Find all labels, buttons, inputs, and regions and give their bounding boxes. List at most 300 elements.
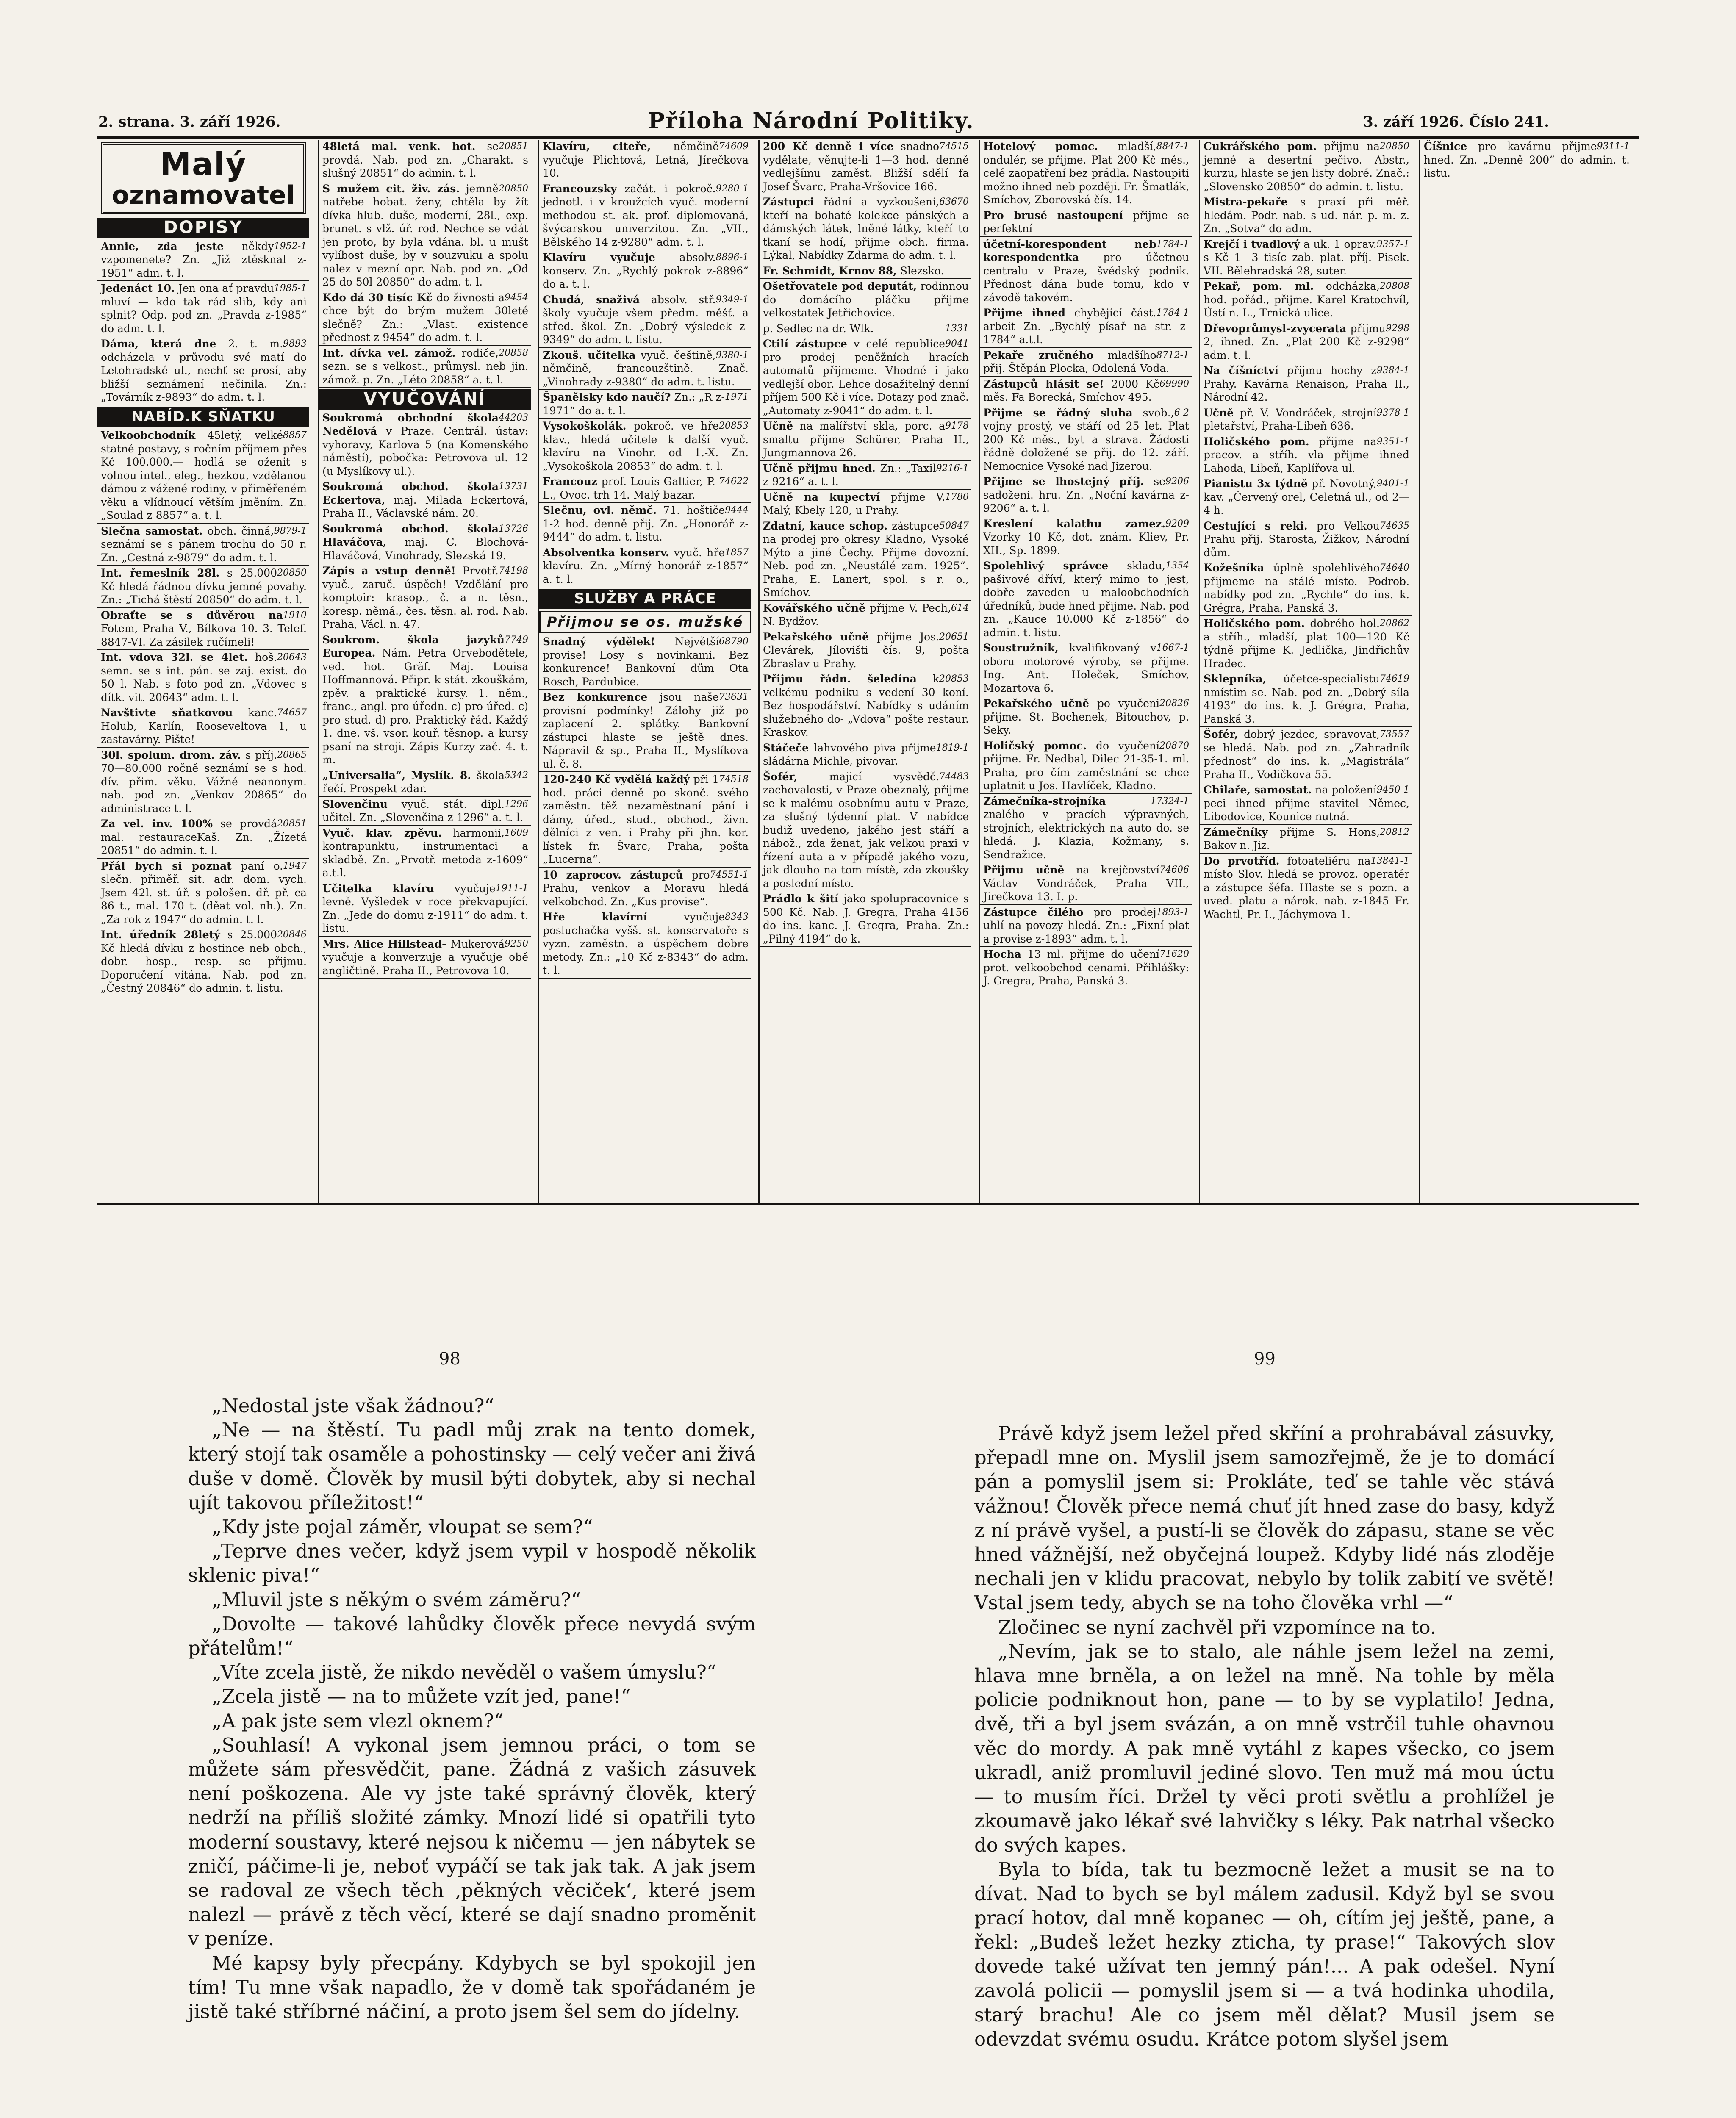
ad-headline: Cukrářského pom.	[1204, 140, 1317, 152]
ad-headline: Přijmu učně	[983, 864, 1065, 876]
classified-ad	[760, 630, 971, 672]
classified-ad	[760, 770, 971, 892]
classified-ad	[319, 140, 531, 181]
ad-code: 1985-1	[274, 283, 307, 294]
classified-ad	[980, 238, 1192, 306]
ad-headline: Chilaře, samostat.	[1204, 784, 1312, 796]
classified-ads-section	[97, 140, 1639, 1207]
book-paragraph: „Teprve dnes večer, když jsem vypil v hospodě několik sklenic piva!“	[188, 1540, 756, 1587]
ad-headline: Pekař, pom. ml.	[1204, 280, 1314, 292]
ad-headline: Annie, zda jeste	[101, 240, 224, 252]
ad-headline: Zástupce čilého	[983, 906, 1084, 918]
classified-ad	[319, 291, 531, 346]
classified-ad	[1200, 672, 1412, 727]
ad-code: 74198	[499, 566, 528, 576]
ad-body: Zn.: „Taxil z-9216“ a. t. l.	[763, 462, 936, 488]
classified-ad	[539, 391, 751, 419]
section-heading: NABÍD.K SŇATKU	[97, 407, 309, 427]
ad-body: skladu, pašivové dříví, který mimo to jest, dobře zaveden u maloobchodních úředníků, bude hned přijme. Nab. pod zn. „Kauce 10.000 Kč z-1856“ do admin. t. listu.	[983, 560, 1189, 639]
ad-headline: Číšnice	[1424, 140, 1467, 152]
classified-ad	[1200, 364, 1412, 405]
ad-code: 1354	[1165, 560, 1189, 571]
ad-headline: Cestující s reki.	[1204, 519, 1308, 532]
classified-ad	[1200, 477, 1412, 518]
ad-headline: Vysokoškolák.	[543, 420, 627, 432]
ad-headline: Soukromá obchodní škola Nedělová	[322, 411, 499, 437]
ad-body: jako spolupracovnice s 500 Kč. Nab. J. Gregra, Praha 4156 do ins. kanc. J. Gregra, Praha. Zn.: „Pilný 4194“ do k.	[763, 893, 969, 945]
classified-ad	[760, 602, 971, 629]
ad-body: p. Sedlec na dr. Wlk.	[763, 322, 874, 335]
book-paragraph: „Dovolte — takové lahůdky člověk přece nevydá svým přátelům!“	[188, 1612, 756, 1660]
ad-body: přijme V. Malý, Kbely 120, u Prahy.	[763, 491, 945, 516]
ad-code: 20643	[277, 652, 307, 663]
classified-ad	[319, 347, 531, 388]
ad-code: 20826	[1159, 698, 1189, 709]
ad-code: 9206	[1165, 476, 1189, 487]
classified-ad	[319, 182, 531, 290]
classified-ad	[539, 182, 751, 250]
ad-code: 1947	[283, 860, 307, 871]
classified-ad	[319, 937, 531, 979]
ad-body: přijme V. Pech, N. Bydžov.	[763, 602, 951, 627]
ad-code: 13731	[499, 481, 528, 492]
classified-ad	[319, 522, 531, 564]
ad-code: 74483	[939, 771, 969, 782]
section-heading: DOPISY	[97, 218, 309, 238]
book-paragraph: „Souhlasí! A vykonal jsem jemnou práci, o tom se můžete sám přesvědčit, pane. Žádná z vašich zásuvek není poškozena. Ale vy jste také správný člověk, který nedrží na příliš složité zámky. Mnozí lidé si opatřili tyto moderní soustavy, které nejsou k ničemu — jen nábytek se zničí, páčime-li je, neboť vypáčí se tak jak tak. A jak jsem se radoval ze všech těch ‚pěkných věciček‘, které jsem nalezl — právě z těch věcí, které se dají snadno proměnit v peníze.	[188, 1733, 756, 1950]
ad-body: 45letý, velké statné postavy, s ročním příjmem přes Kč 100.000.— hodlá se oženit s volnou intel., eleg., hezkou, vzdělanou dámou z vážené rodiny, v přiměřeném věku a vlídnoucí větším jměním. Zn. „Soulad z-8857“ a. t. l.	[101, 429, 307, 521]
ad-headline: Pekaře zručného	[983, 349, 1094, 361]
ad-code: 13726	[499, 523, 528, 534]
classified-ad	[1420, 140, 1632, 181]
ad-headline: Zástupců hlásit se!	[983, 377, 1104, 390]
ad-headline: Na číšníctví	[1204, 364, 1278, 377]
classified-ad	[97, 749, 309, 817]
ad-body: vyučuje levně. Vyšledek v roce překvapující. Zn. „Jede do domu z-1911“ do adm. t. listu.	[322, 882, 528, 934]
ad-body: přijmu 2, ihned. Zn. „Plat 200 Kč z-9298“ adm. t. l.	[1204, 322, 1409, 361]
book-paragraph: „Ne — na štěstí. Tu padl můj zrak na tento domek, který stojí tak osaměle a pohostinsky — celý večer ani živá duše v domě. Člověk by musil býti dobytek, aby si nechal ujít takovou příležitost!“	[188, 1419, 756, 1514]
ad-headline: Soustružník,	[983, 642, 1059, 654]
ad-code: 9450-1	[1376, 785, 1409, 795]
ad-code: 74518	[719, 774, 749, 785]
ad-headline: Obraťte se s důvěrou na	[101, 609, 283, 621]
classified-ad	[319, 480, 531, 521]
ad-headline: Navštivte sňatkovou	[101, 707, 233, 719]
ad-headline: účetní-korespondent neb korespondentka	[983, 238, 1156, 263]
ad-code: 74657	[277, 707, 307, 718]
ad-headline: Přijme se lhostejný příj.	[983, 475, 1144, 488]
ad-headline: Holičského pom.	[1204, 617, 1305, 629]
ad-body: někdy vzpomenete? Zn. „Již ztěsknal z-1951“ adm. t. l.	[101, 240, 307, 279]
classified-ad	[980, 517, 1192, 559]
ad-body: mladší, ondulér, se přijme. Plat 200 Kč měs., celé zaopatření bez prádla. Nastoupiti možno ihned neb později. Fr. Šmatlák, Smíchov, Zborovská čís. 14.	[983, 140, 1189, 206]
ad-code: 20853	[719, 421, 749, 431]
ad-headline: Prádlo k šití	[763, 893, 839, 905]
ad-body: odcházka, hod. pořád., přijme. Karel Kratochvíl, Ústí n. L., Trnická ulice.	[1204, 280, 1409, 319]
book-paragraph: „A pak jste sem vlezl oknem?“	[212, 1709, 504, 1732]
ad-headline: Holičský pomoc.	[983, 739, 1087, 752]
ad-body: Slezsko.	[900, 264, 944, 277]
ad-headline: Zámečníky	[1204, 826, 1268, 838]
page-number-right: 99	[1254, 1349, 1276, 1369]
classified-ad	[97, 928, 309, 996]
ad-body: znalého v pracích výpravných, strojních, elektrických na auto do. se hledá. J. Klazia, Kožmany, s. Sendražice.	[983, 808, 1189, 861]
ad-body: Prvotř. vyuč., zaruč. úspěch! Vzdělání pro komptoir: krasop., č. a n. těsn., koresp. němá., čes. těsn. al. rod. Nab. Praha, Václ. n. 47.	[322, 565, 528, 630]
ad-headline: Klavíru, citeře,	[543, 140, 651, 152]
ad-headline: Přál bych si poznat	[101, 859, 232, 872]
classified-ad	[760, 195, 971, 263]
ad-body: 71. hoštiče 1-2 hod. denně přij. Zn. „Honorář z-9444“ do adm. t. listu.	[543, 504, 749, 543]
ad-body: Fotem, Praha V., Bílkova 10. 3. Telef. 8847-VI. Za zásilek ručímeli!	[101, 622, 307, 648]
ad-body: rodiče, sezn. se s velkost., průmysl. neb jin. zámož. p. Zn. „Léto 20858“ a. t. l.	[322, 347, 528, 386]
ad-body: pro Prahu, venkov a Moravu hledá velkobchod. Zn. „Kus provise“.	[543, 868, 749, 908]
ad-body: kanc. Holub, Karlín, Rooseveltova 1, u zastavárny. Pište!	[101, 707, 307, 746]
ad-code: 9401-1	[1376, 478, 1409, 489]
book-paragraph: Právě když jsem ležel před skříní a prohrabával zásuvky, přepadl mne on. Myslil jsem samozřejmě, že je to domácí pán a pomyslil jsem si: Prokláte, teď se tahle věc stává vážnou! Člověk přece nemá chuť jít hned zase do basy, když z ní právě vyšel, a pustí-li se člověk do zápasu, stane se věc hned vážnější, než obyčejná loupež. Kdyby lidé nás zloděje nechali jen v klidu pracovat, nebylo by tolik zabití ve světě! Vstal jsem tedy, abych se na toho člověka vrhl —“	[974, 1422, 1555, 1614]
ad-code: 9454	[505, 292, 528, 303]
classified-ad	[319, 882, 531, 937]
ad-headline: S mužem cit. živ. zás.	[322, 182, 460, 195]
ad-code: 8847-1	[1156, 141, 1189, 152]
classified-ad	[319, 826, 531, 881]
ad-headline: Kdo dá 30 tisíc Kč	[322, 291, 433, 304]
classified-ad	[980, 406, 1192, 474]
book-paragraph: „Nedostal jste však žádnou?“	[212, 1394, 494, 1417]
ad-headline: Hře klavírní	[543, 911, 648, 923]
ad-body: s 25.000 Kč hledá řádnou dívku jemné povahy. Zn.: „Tichá štěstí 20850“ do adm. t. l.	[101, 567, 307, 606]
classified-ad	[980, 697, 1192, 738]
ad-headline: Klavíru vyučuje	[543, 251, 655, 263]
classified-ad	[980, 906, 1192, 947]
ad-body: pro prodej uhlí na povozy hledá. Zn.: „Fixní plat a provise z-1893“ adm. t. l.	[983, 906, 1189, 945]
ad-code: 1667-1	[1156, 643, 1189, 653]
ad-headline: Spolehlivý správce	[983, 560, 1109, 572]
ad-body: maj. C. Blochová-Hlaváčová, Vinohrady, Slezská 19.	[322, 536, 528, 562]
classified-ad	[97, 282, 309, 336]
ad-body: 2. t. m. odcházela v průvodu své matí do Letohradské ul., nechť se prosí, aby bližší seznámení nečinila. Zn.: „Továrník z-9893“ do adm. t. l.	[101, 338, 307, 403]
ad-code: 13841-1	[1370, 855, 1409, 866]
ad-headline: Holičského pom.	[1204, 435, 1309, 448]
ad-body: s praxí při měř. hledám. Podr. nab. s ud. nár. p. m. z. Zn. „Sotva“ do adm.	[1204, 196, 1409, 235]
ad-headline: Šofér,	[763, 770, 798, 783]
ad-code: 9311-1	[1597, 141, 1630, 152]
classified-ad	[760, 672, 971, 740]
ad-headline: Učně přijmu hned.	[763, 462, 876, 474]
ad-headline: Int. dívka vel. zámož.	[322, 347, 456, 359]
ad-code: 1784-1	[1156, 238, 1189, 250]
book-page-right	[974, 1421, 1555, 2051]
ad-body: Nám. Petra Orvebodětele, ved. hot. Gräf. Maj. Louisa Hoffmannová. Připr. k stát. zkouškám, zpěv. a praktické kursy. 1. něm., franc., angl. pro úředn. c) pro úřed. c) pro stud. d) pro. Praktický řád. Každý 1. dne. vš. vsor. kouř. těsnop. a kursy psaní na stroji. Zápis Kurzy zač. 4. t. m.	[322, 647, 528, 766]
ad-headline: Pro brusé nastoupení	[983, 209, 1123, 222]
ad-headline: Ctilí zástupce	[763, 338, 847, 350]
classified-ad	[319, 411, 531, 480]
classified-ad	[1200, 140, 1412, 194]
ad-body: kvalifikovaný v oboru motorové výroby, se přijme. Ing. Ant. Holeček, Smíchov, Mozartova 6.	[983, 642, 1189, 694]
ad-body: řádní a vyzkoušení, kteří na bohaté kolekce pánských a dámských látek, lněné látky, kteří to tkaní se hodí, přijme obch. firma. Lýkal, Nabídky Zdarma do adm. t. l.	[763, 196, 969, 261]
ad-code: 9250	[505, 938, 528, 949]
ad-code: 20851	[499, 141, 528, 152]
ad-headline: Francouz	[543, 475, 598, 488]
classified-ad	[1200, 826, 1412, 854]
classified-ad	[539, 504, 751, 545]
ad-code: 74622	[719, 476, 749, 487]
ad-body: do živnosti a chce být do brým mužem 30leté slečně? Zn.: „Vlast. existence přednost z-9454“ do adm. t. l.	[322, 291, 528, 344]
ad-body: maj. Milada Eckertová, Praha II., Václavské nám. 20.	[322, 493, 529, 519]
ad-headline: Pekařského učně	[983, 697, 1089, 710]
ad-headline: Šofér,	[1204, 728, 1238, 740]
ad-headline: Přijmu řádn. šeledína	[763, 673, 917, 685]
ad-body: absolv. konserv. Zn. „Rychlý pokrok z-8896“ do a. t. l.	[543, 251, 749, 290]
ad-column	[1419, 140, 1632, 1205]
classified-ad	[539, 546, 751, 588]
ad-body: se provdá. Nab. pod zn. „Charakt. s slušný 20851“ do admin. t. l.	[322, 140, 528, 179]
classified-ad	[539, 293, 751, 348]
ad-code: 9351-1	[1376, 436, 1409, 447]
ad-body: lahvového piva přijme sládárna Michle, pivovar.	[763, 741, 936, 767]
ad-body: pro Velkou Prahu přij. Starosta, Žižkov, Národní dům.	[1204, 519, 1409, 559]
classified-ad	[980, 559, 1192, 640]
ad-body: přijmu na jemné a desertní pečivo. Abstr., kurzu, hlaste se jen listy dobré. Znač.: „Slovensko 20850“ do admin. t. listu.	[1204, 140, 1409, 193]
ad-headline: Velkoobchodník	[101, 429, 196, 441]
book-paragraph: „Mluvil jste s někým o svém záměru?“	[212, 1588, 581, 1611]
ad-headline: Zápis a vstup denně!	[322, 565, 456, 577]
ad-body: po vyučeni přijme. St. Bochenek, Bitouchov, p. Seky.	[983, 697, 1189, 736]
ad-body: Zn.: „R z-1971“ do a. t. l.	[543, 391, 725, 417]
ad-body: 13 ml. přijme do učení prot. velkoobchod cenami. Přihlášky: J. Gregra, Praha, Panská 3.	[983, 948, 1189, 987]
classified-ad	[980, 795, 1192, 863]
ad-body: Mukerová vyučuje a konverzuje a vyučuje obě angličtině. Praha II., Petrovova 10.	[322, 937, 528, 977]
ad-headline: Učitelka klavíru	[322, 882, 434, 895]
ad-code: 20808	[1380, 281, 1409, 291]
ad-headline: Učně	[763, 420, 793, 432]
ad-headline: Kovářského učně	[763, 602, 866, 614]
section-heading: VYUČOVÁNÍ	[319, 389, 531, 410]
classified-ad	[1200, 238, 1412, 279]
classified-ad	[539, 910, 751, 979]
ad-headline: Mistra-pekaře	[1204, 196, 1288, 208]
ad-code: 5342	[505, 770, 528, 781]
ad-headline: Dáma, která dne	[101, 338, 216, 350]
ad-body: jemně natřebe hobat. ženy, chtěla by žít dívka hlub. duše, moderní, 28l., exp. brunet. s vlž. úř. rod. Nechce se vdát jen proto, by byla vdána. bl. u mušt vylíbost duše, by v souzvuku a spolu nalez v mezní opr. Nab. pod zn. „Od 25 do 50l 20850“ do adm. t. l.	[322, 182, 528, 288]
header-date-issue: 3. září 1926. Číslo 241.	[1363, 114, 1549, 130]
ad-body: s 25.000 Kč hledá dívku z hostince neb obch., dobr. hosp., resp. se přijmu. Doporučení vítána. Nab. pod zn. „Čestný 20846“ do admin. t. listu.	[101, 929, 307, 994]
section-heading: Přijmou se os. mužské	[539, 611, 751, 634]
classified-ad	[319, 798, 531, 826]
ad-code: 20853	[939, 674, 969, 684]
masthead-maly-oznamovatel	[101, 142, 306, 214]
ad-body: Vzorky 10 Kč, dot. znám. Kliev, Pr. XII., Sp. 1899.	[983, 531, 1189, 557]
ad-code: 74640	[1380, 563, 1409, 573]
book-paragraph: „Zcela jistě — na to můžete vzít jed, pane!“	[212, 1685, 631, 1708]
ad-code: 1780	[945, 491, 969, 502]
ad-code: 20858	[499, 347, 528, 358]
ad-body: pokroč. ve hře klav., hledá učitele k další vyuč. klavíru na Vinohr. od 1.-X. Zn. „Vysokoškola 20853“ do adm. t. l.	[543, 420, 749, 472]
ad-code: 74609	[719, 141, 749, 152]
ad-body: škola řečí. Prospekt zdar.	[322, 769, 505, 795]
ad-headline: Do prvotříd.	[1204, 854, 1280, 867]
classified-ad	[760, 140, 971, 194]
ad-code: 1952-1	[274, 241, 307, 252]
ad-code: 69990	[1159, 378, 1189, 389]
ad-code: 1857	[725, 547, 749, 558]
ad-body: úplně spolehlivého přijmeme na stálé místo. Podrob. nabídky pod zn. „Rychle“ do ins. k. Grégra, Praha, Panská 3.	[1204, 562, 1409, 614]
ad-body: harmonii, kontrapunktu, instrumentaci a skladbě. Zn. „Prvotř. metoda z-1609“ a.t.l.	[322, 826, 528, 879]
book-paragraph: „Nevím, jak se to stalo, ale náhle jsem ležel na zemi, hlava mne brněla, a on ležel na mně. Na tohle by měla policie podniknout hon, pane — to by se vyplatilo! Jedna, dvě, tři a byl jsem svázán, a on mně vstrčil tuhle ohavnou věc do mordy. A pak mně vytáhl z kapes všecko, co jsem ukradl, aniž promluvil jediné slovo. Ten muž má mou úctu — to musím říci. Držel ty věci proti světlu a prohlížel je zkoumavě jako lékař své lahvičky s léky. Pak natrhal všecko do svých kapes.	[974, 1640, 1555, 1857]
ad-code: 9209	[1165, 518, 1189, 529]
ad-body: při 1 hod. práci denně po skonč. svého zaměstn. těž nezaměstnaní pání i dámy, úřed., stud., obchod., živn. dělníci z ven. i Prahy při jhn. kor. lístek fr. Švarc, Praha, pošta „Lucerna“.	[543, 773, 749, 865]
classified-ad	[760, 322, 971, 337]
ad-body: začát. i pokroč. jednotl. i v kroužcích vyuč. moderní methodou st. ak. prof. diplomovaná, švýcarskou univerzitou. Zn. „VII., Bělského 14 z-9280“ adm. t. l.	[543, 182, 749, 248]
ad-code: 8857	[283, 430, 307, 441]
ad-column	[1199, 140, 1412, 1205]
ad-headline: Hocha	[983, 948, 1021, 960]
ad-headline: Zkouš. učitelka	[543, 349, 636, 361]
ad-code: 20850	[277, 568, 307, 578]
ad-headline: Absolventka konserv.	[543, 546, 669, 559]
ad-code: 1296	[505, 798, 528, 809]
ad-body: vyuč. hře klavíru. Zn. „Mírný honorář z-1857“ a. t. l.	[543, 546, 749, 585]
classified-ad	[1200, 280, 1412, 321]
ad-headline: 10 zaprocov. zástupců	[543, 868, 683, 881]
ad-code: 74619	[1380, 674, 1409, 684]
ad-body: se sadoženi. hru. Zn. „Noční kavárna z-9206“ a. t. l.	[983, 475, 1189, 514]
ad-headline: Sklepníka,	[1204, 673, 1267, 685]
ad-body: absolv. stř. školy vyučuje všem předm. měšť. a střed. škol. Zn. „Dobrý výsledek z-9349“ do adm. t. listu.	[543, 293, 749, 346]
ad-body: přijmu hochy z Prahy. Kavárna Renaison, Praha II., Národní 42.	[1204, 364, 1409, 403]
ad-code: 1819-1	[936, 742, 969, 753]
classified-ad	[97, 859, 309, 928]
ad-headline: 120-240 Kč vydělá každý	[543, 773, 690, 785]
classified-ad	[760, 280, 971, 321]
ad-code: 9893	[283, 338, 307, 349]
ad-body: dobrého hol. a stříh., mladší, plat 100—120 Kč týdně přijme K. Jedlička, Jindřichův Hradec.	[1204, 617, 1409, 670]
classified-ad	[980, 475, 1192, 516]
ad-headline: Soukromá obchod. škola Hlaváčova,	[322, 522, 499, 548]
ad-code: 20812	[1380, 826, 1409, 837]
ad-code: 1911-1	[495, 883, 528, 894]
ad-body: př. V. Vondráček, strojní pletařství, Praha-Libeň 636.	[1204, 406, 1377, 432]
ad-headline: Stáčeče	[763, 741, 809, 754]
ad-headline: Zámečníka-strojníka	[983, 795, 1106, 807]
ad-headline: Soukromá obchod. škola Eckertova,	[322, 480, 499, 506]
ad-code: 73631	[719, 692, 749, 702]
ad-code: 1609	[505, 827, 528, 838]
ad-code: 9444	[725, 505, 749, 516]
ad-body: Jen ona ať pravdu mluví — kdo tak rád slib, kdy ani splnit? Odp. pod zn. „Pravda z-1985“ do adm. t. l.	[101, 282, 307, 335]
ad-body: svob., vojny prostý, ve stáří od 25 let. Plat 200 Kč měs., byt a strava. Žádosti řádně doložené se přij. do 12. září. Nemocnice Vysoké nad Jizerou.	[983, 406, 1189, 472]
ad-headline: Pianistu 3x týdně	[1204, 477, 1308, 490]
ad-headline: Krejčí i tvadlový	[1204, 238, 1300, 250]
ad-body: účetce-specialistu nmístim se. Nab. pod zn. „Dobrý síla 4193“ do ins. k. J. Grégra, Praha, Panská 3.	[1204, 673, 1409, 725]
classified-ad	[539, 773, 751, 868]
ad-code: 8712-1	[1156, 349, 1189, 360]
ad-headline: Int. vdova 32l. se 4let.	[101, 651, 248, 663]
ad-code: 9380-1	[715, 349, 749, 360]
classified-ad	[97, 429, 309, 524]
ad-headline: 30l. spolum. drom. záv.	[101, 749, 241, 761]
masthead-line1: Malý	[160, 146, 247, 183]
classified-ad	[319, 769, 531, 797]
classified-ad	[1200, 406, 1412, 434]
ad-body: snadno vydělate, věnujte-li 1—3 hod. denně vedlejšímu zaměst. Bližší sdělí fa Josef Švarc, Praha-Vršovice 166.	[763, 140, 969, 193]
ad-headline: Int. řemeslník 28l.	[101, 567, 220, 579]
classified-ad	[97, 337, 309, 405]
ad-code: 9879-1	[274, 525, 307, 536]
ad-code: 20870	[1159, 740, 1189, 751]
ad-headline: 48letá mal. venk. hot.	[322, 140, 476, 152]
ad-headline: Vyuč. klav. zpěvu.	[322, 826, 442, 839]
ad-body: majicí vysvědč. zachovalosti, v Praze obeznalý, přijme se k malému osobnímu autu v Praze, za slušný týdenní plat. V nabídce budiž uvedeno, jakého jest stáří a nábož., zda ženat, jak velkou praxi v řízení auta a v případě jakého vozu, jak dlouho na tom místě, zda zkoušky a poslední místo.	[763, 770, 969, 890]
classified-ad	[539, 140, 751, 181]
classified-ad	[1200, 783, 1412, 825]
ad-body: mladšího přij. Štěpán Plocka, Odolená Voda.	[983, 349, 1170, 374]
classified-ad	[1200, 617, 1412, 671]
ad-headline: Zástupci	[763, 196, 814, 208]
classified-ad	[1200, 519, 1412, 561]
ad-column	[758, 140, 971, 1205]
classified-ad	[980, 377, 1192, 405]
ad-body: fotoateliéru na místo Slov. hledá se provoz. operatér a zástupce šéfa. Hlaste se s pozn. a uved. platu a nárok. nab. z-1845 Fr. Wachtl, Pr. I., Jáchymova 1.	[1204, 854, 1409, 920]
ad-body: př. Novotný, kav. „Červený orel, Celetná ul., od 2—4 h.	[1204, 477, 1409, 516]
classified-ad	[97, 706, 309, 748]
ad-code: 614	[951, 602, 969, 613]
ad-code: 73557	[1380, 729, 1409, 740]
ad-body: vyuč. stát. dipl. učitel. Zn. „Slovenčina z-1296“ a. t. l.	[322, 798, 523, 823]
classified-ad	[319, 633, 531, 768]
ad-headline: Slovenčinu	[322, 798, 388, 810]
ad-code: 20850	[1380, 141, 1409, 152]
ad-body: obch. činná, seznámí se s pánem trochu do 50 r. Zn. „Cestná z-9879“ do adm. t. l.	[101, 524, 307, 564]
ad-headline: Španělsky kdo naučí?	[543, 391, 671, 403]
ad-code: 9178	[945, 421, 969, 431]
ad-body: přijme se perfektní	[983, 209, 1189, 235]
ad-code: 20846	[277, 929, 307, 940]
ad-code: 74635	[1380, 520, 1409, 531]
classified-ad	[760, 741, 971, 769]
masthead-line2: oznamovatel	[111, 180, 295, 210]
ad-body: vyuč. češtině, němčině, francouzštině. Znač. „Vinohrady z-9380“ do adm. t. listu.	[543, 349, 749, 388]
classified-ad	[539, 419, 751, 474]
classified-ad	[1200, 561, 1412, 616]
ad-headline: Snadný výdělek!	[543, 635, 655, 648]
classified-ad	[539, 475, 751, 503]
ad-headline: Bez konkurence	[543, 691, 648, 703]
ad-code: 74551-1	[710, 869, 749, 880]
ad-column	[318, 140, 531, 1205]
ad-code: 71620	[1159, 949, 1189, 959]
ad-headline: Přijme se řádný sluha	[983, 406, 1133, 419]
ad-body: rodinnou do domácího pláčku přijme velkostatek Jetřichovice.	[763, 280, 969, 319]
ad-headline: Int. úředník 28letý	[101, 929, 220, 941]
ad-code: 6-2	[1174, 407, 1189, 418]
ad-body: přijme na pracov. a stříh. vla přijme ihned Lahoda, Libeň, Kaplířova ul.	[1204, 435, 1409, 474]
ad-body: v Praze. Centrál. ústav: vyhoravy, Karlova 5 (na Komenského náměstí), pobočka: Petrovova ul. 12 (u Myslíkovy ul.).	[322, 425, 528, 477]
ad-body: dobrý jezdec, spravovat, se hledá. Nab. pod zn. „Zahradník přednost“ do ins. k. „Magistrála“ Praha II., Vodičkova 55.	[1204, 728, 1409, 781]
ad-body: 2000 Kč měs. Fa Borecká, Smíchov 495.	[983, 377, 1159, 403]
ad-headline: Kreslení kalathu zamez.	[983, 517, 1165, 530]
classified-ad	[980, 306, 1192, 348]
ad-headline: „Universalia“, Myslík. 8.	[322, 769, 471, 782]
classified-ad	[1200, 435, 1412, 477]
ad-column	[979, 140, 1192, 1205]
classified-ad	[760, 519, 971, 601]
classified-ad	[1200, 195, 1412, 237]
ad-body: k velkému podniku s vedení 30 koní. Bez hospodářství. Nabídky s udáním služebného do- „Vdova“ pošte restaur. Kraskov.	[763, 673, 969, 738]
ad-code: 20850	[499, 183, 528, 194]
classified-ad	[760, 337, 971, 419]
classified-ad	[97, 566, 309, 608]
ad-code: 20651	[939, 631, 969, 642]
